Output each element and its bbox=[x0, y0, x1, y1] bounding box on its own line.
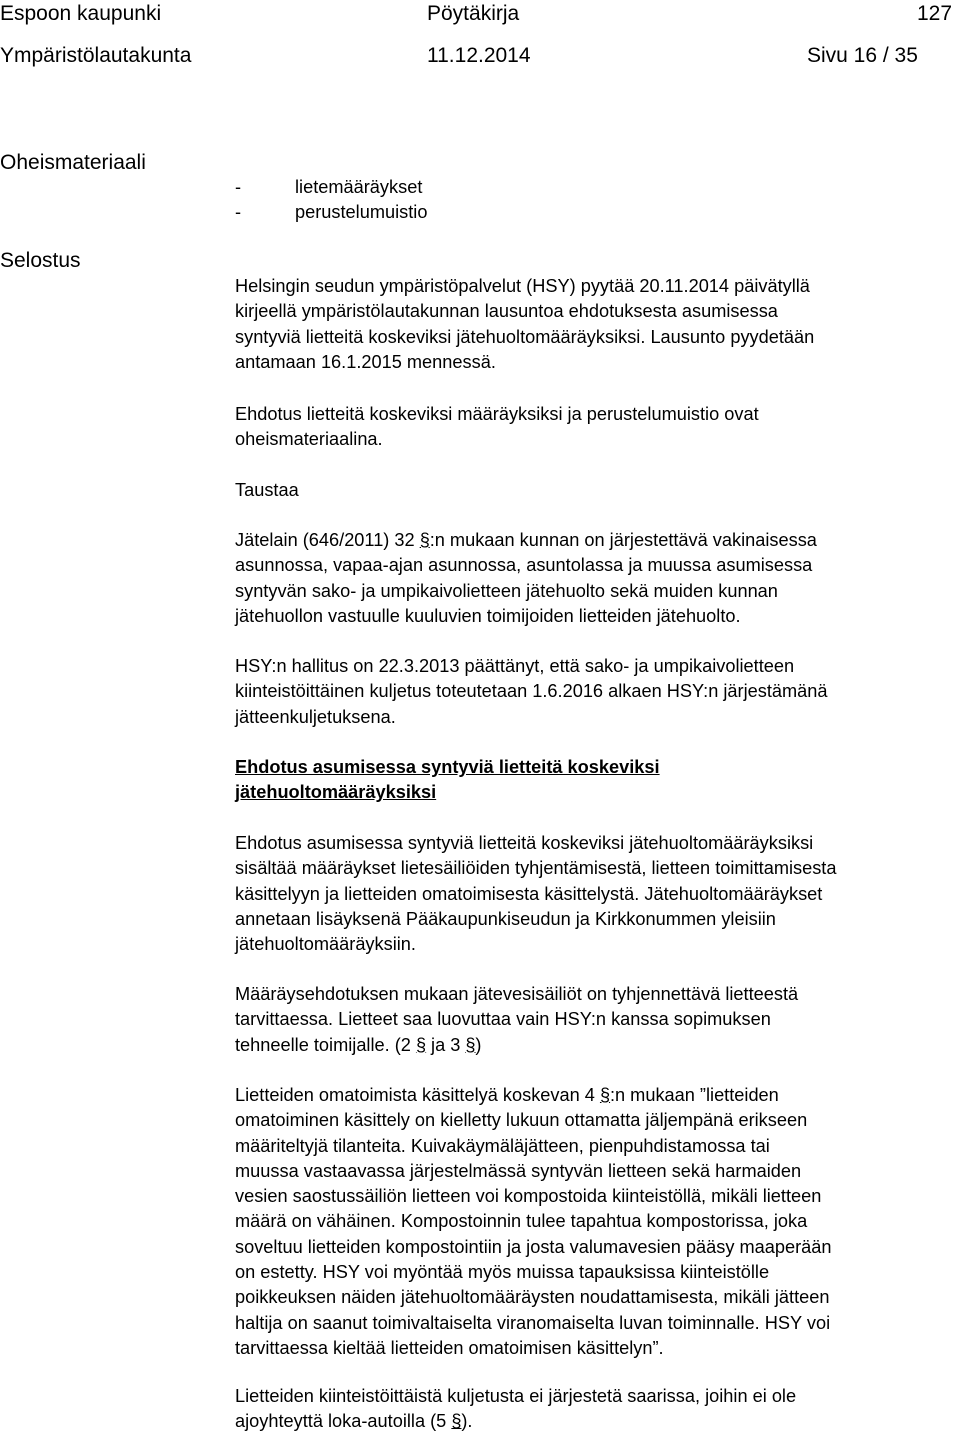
ehdotus-heading bbox=[235, 755, 960, 806]
text-line: antamaan 16.1.2015 mennessä. bbox=[235, 351, 496, 372]
heading-line: Ehdotus asumisessa syntyviä lietteitä koskeviksi bbox=[235, 757, 660, 777]
text-line: Lietteiden omatoimista käsittelyä koskevan 4 §:n mukaan ”lietteiden bbox=[235, 1085, 779, 1105]
text-line: syntyviä lietteitä koskeviksi jätehuoltomääräyksiksi. Lausunto pyydetään bbox=[235, 326, 815, 347]
document-type: Pöytäkirja bbox=[427, 2, 520, 25]
text-line: Ehdotus lietteitä koskeviksi määräyksiksi ja perustelumuistio ovat bbox=[235, 404, 759, 424]
taustaa-paragraph-2 bbox=[235, 654, 960, 730]
protocol-number: 127 bbox=[917, 2, 953, 25]
taustaa-paragraph-1 bbox=[235, 528, 960, 629]
text-line: sisältää määräykset lietesäiliöiden tyhjentämisestä, lietteen toimittamisesta bbox=[235, 858, 837, 879]
text-line: tarvittaessa. Lietteet saa luovuttaa vain HSY:n kanssa sopimuksen bbox=[235, 1009, 771, 1030]
text-line: Määräysehdotuksen mukaan jätevesisäiliöt on tyhjennettävä lietteestä bbox=[235, 984, 799, 1004]
text-line: ajoyhteyttä loka-autoilla (5 §). bbox=[235, 1411, 473, 1432]
text-line: käsittelyyn ja lietteiden omatoimisesta käsittelystä. Jätehuoltomääräykset bbox=[235, 883, 823, 904]
text-line: poikkeuksen näiden jätehuoltomääräysten noudattamisesta, mikäli jätteen bbox=[235, 1287, 830, 1308]
attachments-label: Oheismateriaali bbox=[0, 151, 146, 174]
text-line: asunnossa, vapaa-ajan asunnossa, asuntolassa ja muussa asumisessa bbox=[235, 555, 813, 576]
text-line: muussa vastaavassa järjestelmässä syntyvän lietteen sekä harmaiden bbox=[235, 1160, 802, 1181]
text-line: tarvittaessa kieltää lietteiden omatoimisen käsittelyn”. bbox=[235, 1337, 664, 1358]
text-line: määrä on vähäinen. Kompostoinnin tulee tapahtua kompostorissa, joka bbox=[235, 1211, 808, 1232]
list-item: - lietemääräykset bbox=[235, 177, 423, 197]
text-line: on estetty. HSY voi myöntää myös muissa tapauksissa kiinteistölle bbox=[235, 1262, 770, 1283]
page-number: Sivu 16 / 35 bbox=[807, 44, 918, 67]
selostus-label: Selostus bbox=[0, 249, 81, 272]
taustaa-heading: Taustaa bbox=[235, 480, 299, 500]
meeting-date: 11.12.2014 bbox=[427, 44, 531, 67]
selostus-paragraph-1 bbox=[235, 274, 960, 375]
text-line: kiinteistöittäinen kuljetus toteutetaan 1.6.2016 alkaen HSY:n järjestämänä bbox=[235, 681, 828, 702]
text-line: Lietteiden kiinteistöittäistä kuljetusta ei järjestetä saarissa, joihin ei ole bbox=[235, 1386, 797, 1406]
text-line: oheismateriaalina. bbox=[235, 429, 383, 450]
text-line: jätehuollon vastuulle kuuluvien toimijoiden lietteiden jätehuolto. bbox=[235, 605, 741, 626]
committee-name: Ympäristölautakunta bbox=[0, 44, 192, 67]
text-line: Ehdotus asumisessa syntyviä lietteitä koskeviksi jätehuoltomääräyksiksi bbox=[235, 833, 814, 853]
text-line: kirjeellä ympäristölautakunnan lausuntoa ehdotuksesta asumisessa bbox=[235, 301, 778, 322]
text-line: määriteltyjä tilanteita. Kuivakäymäläjätteen, pienpuhdistamossa tai bbox=[235, 1135, 770, 1156]
text-line: tehneelle toimijalle. (2 § ja 3 §) bbox=[235, 1034, 482, 1055]
text-line: Helsingin seudun ympäristöpalvelut (HSY) pyytää 20.11.2014 päivätyllä bbox=[235, 276, 810, 296]
text-line: annetaan lisäyksenä Pääkaupunkiseudun ja Kirkkonummen yleisiin bbox=[235, 908, 776, 929]
text-line: haltija on saanut toimivaltaiselta viranomaiselta luvan toiminnalle. HSY voi bbox=[235, 1312, 831, 1333]
ehdotus-paragraph-1 bbox=[235, 831, 960, 957]
text-line: vesien saostussäiliön lietteen voi kompostoida kiinteistöllä, mikäli lietteen bbox=[235, 1186, 822, 1207]
text-line: HSY:n hallitus on 22.3.2013 päättänyt, että sako- ja umpikaivolietteen bbox=[235, 656, 795, 676]
org-name: Espoon kaupunki bbox=[0, 2, 162, 25]
attachments-list bbox=[235, 175, 427, 226]
selostus-paragraph-2 bbox=[235, 402, 960, 453]
text-line: omatoiminen käsittely on kielletty lukuun ottamatta jäljempänä erikseen bbox=[235, 1110, 808, 1131]
text-line: soveltuu lietteiden kompostointiin ja josta valumavesien pääsy maaperään bbox=[235, 1236, 832, 1257]
heading-line: jätehuoltomääräyksiksi bbox=[235, 782, 437, 803]
ehdotus-paragraph-2 bbox=[235, 982, 960, 1058]
ehdotus-paragraph-4 bbox=[235, 1384, 960, 1435]
list-item: - perustelumuistio bbox=[235, 202, 428, 223]
ehdotus-paragraph-3 bbox=[235, 1083, 960, 1361]
text-line: jätteenkuljetuksena. bbox=[235, 706, 396, 727]
text-line: jätehuoltomääräyksiin. bbox=[235, 934, 416, 955]
text-line: syntyvän sako- ja umpikaivolietteen jätehuolto sekä muiden kunnan bbox=[235, 580, 778, 601]
text-line: Jätelain (646/2011) 32 §:n mukaan kunnan on järjestettävä vakinaisessa bbox=[235, 530, 817, 550]
